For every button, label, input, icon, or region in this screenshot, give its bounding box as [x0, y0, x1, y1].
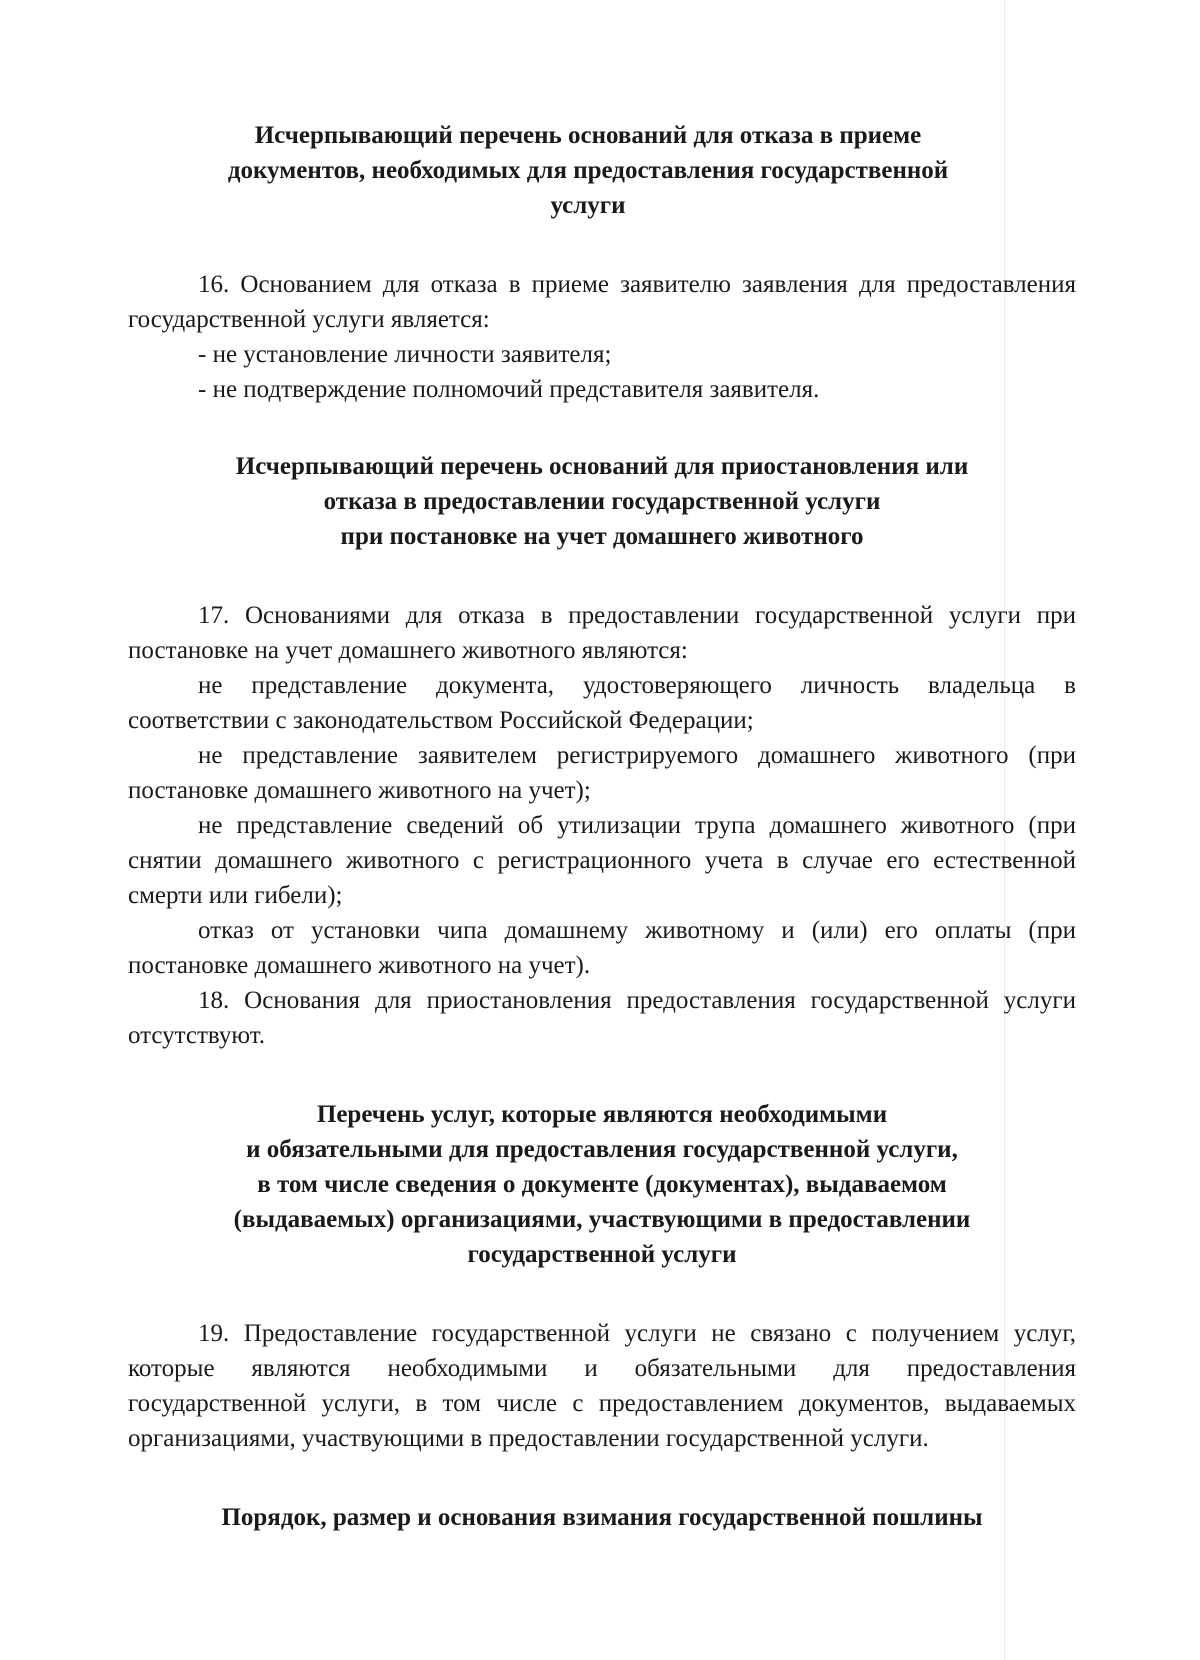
heading-line: отказа в предоставлении государственной услуги — [323, 488, 881, 515]
list-item: не представление заявителем регистрируемого домашнего животного (при постановке домашнего животного на учет); — [128, 742, 1076, 804]
list-item: отказ от установки чипа домашнему животному и (или) его оплаты (при постановке домашнего животного на учет). — [128, 917, 1076, 979]
heading-line: при постановке на учет домашнего животного — [340, 523, 864, 550]
heading-line: Исчерпывающий перечень оснований для отказа в приеме — [254, 122, 922, 149]
paragraph-16: 16. Основанием для отказа в приеме заявителю заявления для предоставления государственной услуги является: — [128, 271, 1076, 333]
list-item: - не установление личности заявителя; — [198, 341, 612, 368]
heading-line: Исчерпывающий перечень оснований для приостановления или — [235, 453, 969, 480]
heading-line: в том числе сведения о документе (документах), выдаваемом — [257, 1171, 947, 1198]
section-heading-state-fee: Порядок, размер и основания взимания государственной пошлины — [221, 1504, 983, 1531]
heading-line: (выдаваемых) организациями, участвующими в предоставлении — [233, 1206, 971, 1233]
section-heading-required-services — [128, 1097, 1076, 1272]
paragraph-18: 18. Основания для приостановления предоставления государственной услуги отсутствуют. — [128, 987, 1076, 1049]
list-item: не представление сведений об утилизации трупа домашнего животного (при снятии домашнего животного с регистрационного учета в случае его естественной смерти или гибели); — [128, 812, 1076, 909]
section-heading-refusal-acceptance — [128, 118, 1048, 223]
heading-line: государственной услуги — [467, 1241, 737, 1268]
heading-line: и обязательными для предоставления государственной услуги, — [246, 1136, 958, 1163]
document-body — [128, 118, 1076, 1535]
section-heading-refusal-provision — [128, 449, 1076, 554]
paragraph-19: 19. Предоставление государственной услуги не связано с получением услуг, которые являются необходимыми и обязательными для предоставления государственной услуги, в том числе с предоставлением документов, выдаваемых организациями, участвующими в предоставлении государственной услуги. — [128, 1320, 1076, 1452]
list-item: - не подтверждение полномочий представителя заявителя. — [198, 376, 820, 403]
list-item: не представление документа, удостоверяющего личность владельца в соответствии с законодательством Российской Федерации; — [128, 672, 1076, 734]
heading-line: документов, необходимых для предоставления государственной — [227, 157, 949, 184]
heading-line: Перечень услуг, которые являются необходимыми — [316, 1101, 888, 1128]
paragraph-17: 17. Основаниями для отказа в предоставлении государственной услуги при постановке на учет домашнего животного являются: — [128, 602, 1076, 664]
heading-line: услуги — [550, 192, 626, 219]
